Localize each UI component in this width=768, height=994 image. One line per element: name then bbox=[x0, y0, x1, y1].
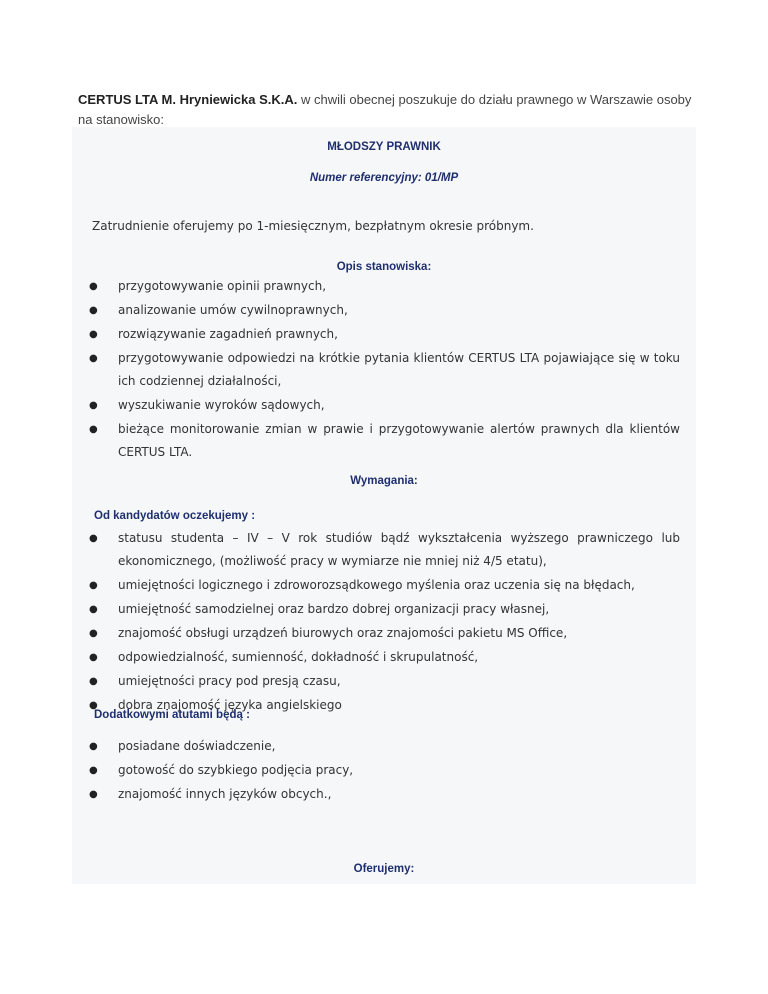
bullet-icon: ● bbox=[89, 424, 98, 435]
bullet-icon: ● bbox=[89, 329, 98, 340]
extra-list bbox=[72, 735, 696, 807]
list-item: ● statusu studenta – IV – V rok studiów bądź wykształcenia wyższego prawniczego lub ekonomicznego, (możliwość pracy w wymiarze nie mniej niż 4/5 etatu), bbox=[72, 527, 696, 573]
offer-heading: Oferujemy: bbox=[353, 863, 415, 875]
bullet-icon: ● bbox=[89, 353, 98, 364]
requirements-list bbox=[72, 527, 696, 718]
bullet-icon: ● bbox=[89, 700, 98, 711]
bullet-icon: ● bbox=[89, 676, 98, 687]
reference-number: Numer referencyjny: 01/MP bbox=[309, 172, 459, 184]
list-item: ● wyszukiwanie wyroków sądowych, bbox=[72, 394, 696, 417]
bullet-icon: ● bbox=[89, 628, 98, 639]
bullet-icon: ● bbox=[89, 652, 98, 663]
bullet-icon: ● bbox=[89, 580, 98, 591]
bullet-icon: ● bbox=[89, 281, 98, 292]
bullet-icon: ● bbox=[89, 305, 98, 316]
extra-heading: Dodatkowymi atutami będą : bbox=[94, 709, 250, 721]
bullet-icon: ● bbox=[89, 400, 98, 411]
intro-text: w chwili obecnej poszukuje do działu prawnego w Warszawie osoby na stanowisko: bbox=[78, 92, 692, 127]
list-item: ● umiejętność samodzielnej oraz bardzo dobrej organizacji pracy własnej, bbox=[72, 598, 696, 621]
list-item: ● posiadane doświadczenie, bbox=[72, 735, 696, 758]
intro-paragraph bbox=[78, 90, 698, 130]
list-item: ● przygotowywanie odpowiedzi na krótkie pytania klientów CERTUS LTA pojawiające się w toku ich codziennej działalności, bbox=[72, 347, 696, 393]
list-item: ● znajomość innych języków obcych., bbox=[72, 783, 696, 806]
position-title: MŁODSZY PRAWNIK bbox=[327, 141, 441, 153]
bullet-icon: ● bbox=[89, 765, 98, 776]
job-offer-panel bbox=[72, 127, 696, 884]
list-item: ● umiejętności pracy pod presją czasu, bbox=[72, 670, 696, 693]
list-item: ● znajomość obsługi urządzeń biurowych oraz znajomości pakietu MS Office, bbox=[72, 622, 696, 645]
bullet-icon: ● bbox=[89, 789, 98, 800]
list-item: ● rozwiązywanie zagadnień prawnych, bbox=[72, 323, 696, 346]
list-item: ● odpowiedzialność, sumienność, dokładność i skrupulatność, bbox=[72, 646, 696, 669]
company-name: CERTUS LTA M. Hryniewicka S.K.A. bbox=[78, 92, 298, 107]
bullet-icon: ● bbox=[89, 741, 98, 752]
description-heading: Opis stanowiska: bbox=[336, 261, 432, 273]
bullet-icon: ● bbox=[89, 533, 98, 544]
list-item: ● bieżące monitorowanie zmian w prawie i przygotowywanie alertów prawnych dla klientów CERTUS LTA. bbox=[72, 418, 696, 464]
list-item: ● umiejętności logicznego i zdroworozsądkowego myślenia oraz uczenia się na błędach, bbox=[72, 574, 696, 597]
expect-heading: Od kandydatów oczekujemy : bbox=[94, 510, 256, 522]
list-item: ● gotowość do szybkiego podjęcia pracy, bbox=[72, 759, 696, 782]
description-list bbox=[72, 275, 696, 465]
bullet-icon: ● bbox=[89, 604, 98, 615]
list-item: ● analizowanie umów cywilnoprawnych, bbox=[72, 299, 696, 322]
list-item: ● przygotowywanie opinii prawnych, bbox=[72, 275, 696, 298]
requirements-heading: Wymagania: bbox=[350, 475, 418, 487]
employment-note: Zatrudnienie oferujemy po 1-miesięcznym, bezpłatnym okresie próbnym. bbox=[92, 219, 534, 233]
list-item: ● dobra znajomość języka angielskiego bbox=[72, 694, 696, 717]
